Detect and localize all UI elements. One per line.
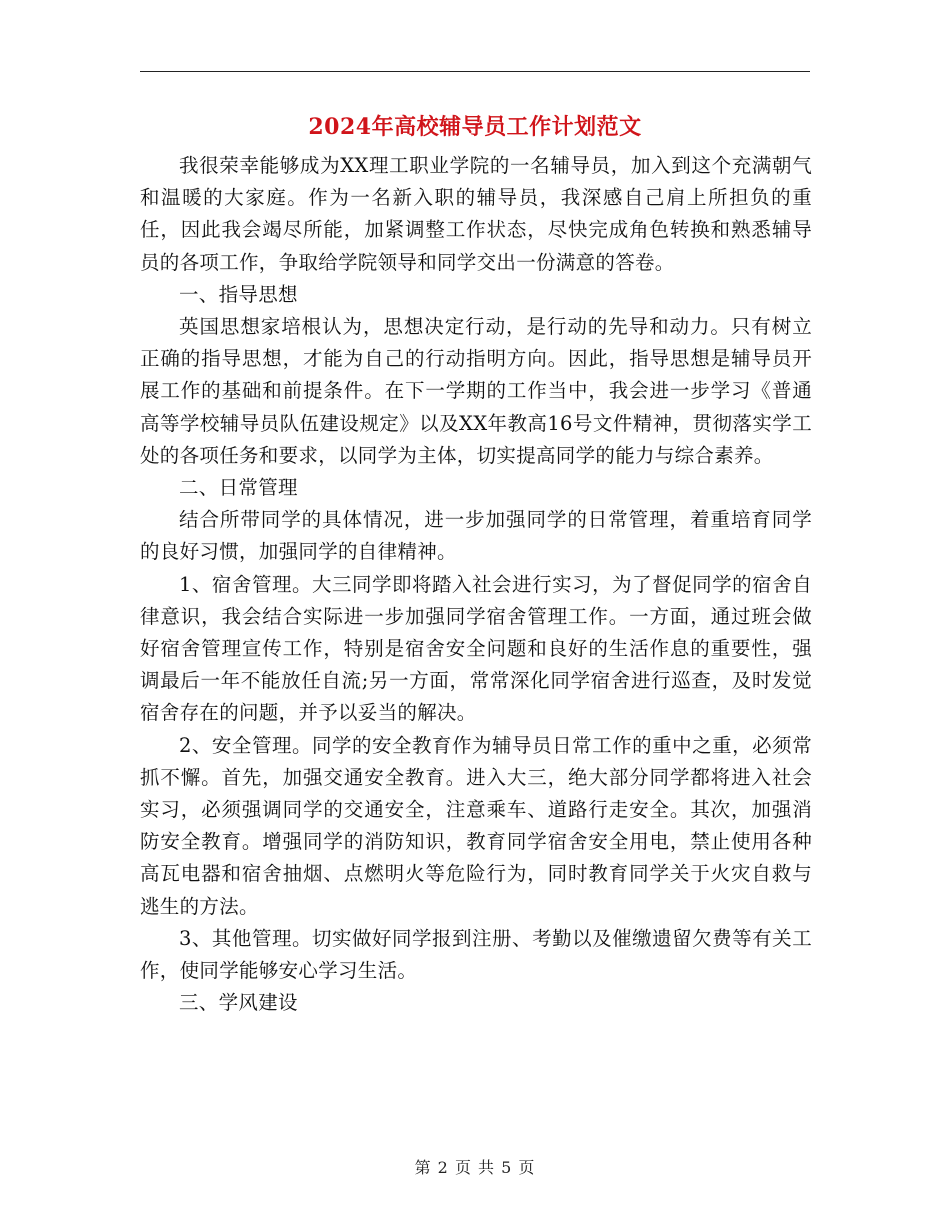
section-heading-guiding-ideology: 一、指导思想 — [179, 282, 298, 306]
header-rule — [140, 71, 810, 72]
paragraph-other-management: 3、其他管理。切实做好同学报到注册、考勤以及催缴遗留欠费等有关工作，使同学能够安心学习生活。 — [140, 926, 812, 983]
paragraph-intro: 我很荣幸能够成为XX理工职业学院的一名辅导员，加入到这个充满朝气和温暖的大家庭。作为一名新入职的辅导员，我深感自己肩上所担负的重任，因此我会竭尽所能，加紧调整工作状态，尽快完成角色转换和熟悉辅导员的各项工作，争取给学院领导和同学交出一份满意的答卷。 — [140, 154, 812, 274]
section-heading-study-style: 三、学风建设 — [179, 991, 298, 1015]
document-title: 2024年高校辅导员工作计划范文 — [308, 114, 642, 140]
paragraph-dormitory-management: 1、宿舍管理。大三同学即将踏入社会进行实习，为了督促同学的宿舍自律意识，我会结合实际进一步加强同学宿舍管理工作。一方面，通过班会做好宿舍管理宣传工作，特别是宿舍安全问题和良好的生活作息的重要性，强调最后一年不能放任自流;另一方面，常常深化同学宿舍进行巡查，及时发觉宿舍存在的问题，并予以妥当的解决。 — [140, 572, 812, 725]
paragraph-daily-management: 结合所带同学的具体情况，进一步加强同学的日常管理，着重培育同学的良好习惯，加强同学的自律精神。 — [140, 508, 812, 564]
paragraph-guiding-ideology: 英国思想家培根认为，思想决定行动，是行动的先导和动力。只有树立正确的指导思想，才能为自己的行动指明方向。因此，指导思想是辅导员开展工作的基础和前提条件。在下一学期的工作当中，我会进一步学习《普通高等学校辅导员队伍建设规定》以及XX年教高16号文件精神，贯彻落实学工处的各项任务和要求，以同学为主体，切实提高同学的能力与综合素养。 — [140, 315, 812, 467]
document-body — [140, 150, 812, 1019]
section-heading-daily-management: 二、日常管理 — [179, 476, 298, 500]
page-number: 第 2 页 共 5 页 — [414, 1158, 536, 1177]
paragraph-safety-management: 2、安全管理。同学的安全教育作为辅导员日常工作的重中之重，必须常抓不懈。首先，加强交通安全教育。进入大三，绝大部分同学都将进入社会实习，必须强调同学的交通安全，注意乘车、道路行走安全。其次，加强消防安全教育。增强同学的消防知识，教育同学宿舍安全用电，禁止使用各种高瓦电器和宿舍抽烟、点燃明火等危险行为，同时教育同学关于火灾自救与逃生的方法。 — [140, 733, 812, 918]
